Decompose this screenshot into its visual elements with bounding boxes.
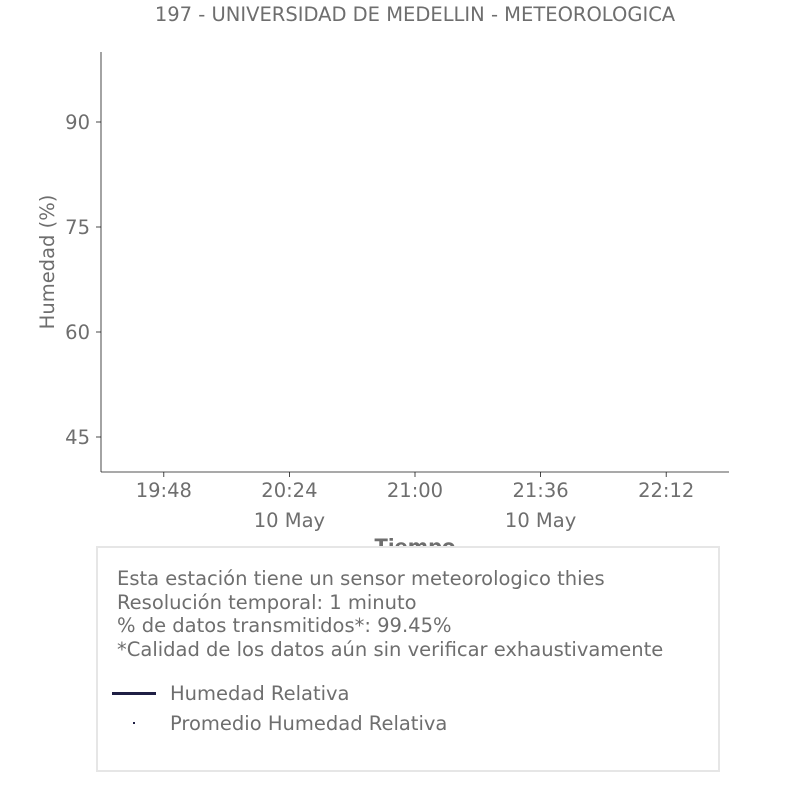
y-tick-label: 60 [65, 321, 90, 344]
x-tick-label: 22:12 [638, 479, 695, 502]
legend-dot-swatch [112, 711, 156, 735]
y-tick-label: 75 [65, 216, 90, 239]
x-tick-label: 20:24 [261, 479, 318, 502]
legend-item-humidity [112, 681, 350, 705]
info-line-sensor: Esta estación tiene un sensor meteorologico thies [117, 567, 605, 590]
info-legend-box [96, 546, 720, 772]
x-tick-date-label: 10 May [253, 509, 326, 532]
legend-label-humidity: Humedad Relativa [170, 681, 350, 705]
x-tick-label: 21:00 [386, 479, 444, 502]
y-axis-label: Humedad (%) [36, 194, 59, 330]
x-tick-date-label: 10 May [504, 509, 577, 532]
info-line-transmitted: % de datos transmitidos*: 99.45% [117, 614, 452, 637]
info-line-quality: *Calidad de los datos aún sin verificar exhaustivamente [117, 637, 664, 661]
legend-line-swatch [112, 681, 156, 705]
y-tick-label: 45 [65, 426, 90, 449]
y-tick-label: 90 [65, 111, 90, 134]
x-tick-label: 19:48 [135, 479, 192, 502]
legend-item-average [112, 711, 447, 735]
legend-label-average: Promedio Humedad Relativa [170, 711, 448, 735]
chart-title: 197 - UNIVERSIDAD DE MEDELLIN - METEOROLOGICA [154, 3, 676, 26]
station-info [117, 567, 663, 661]
x-ticks [136, 472, 695, 532]
x-tick-label: 21:36 [512, 479, 569, 502]
y-ticks [65, 111, 101, 449]
info-line-resolution: Resolución temporal: 1 minuto [117, 590, 417, 614]
